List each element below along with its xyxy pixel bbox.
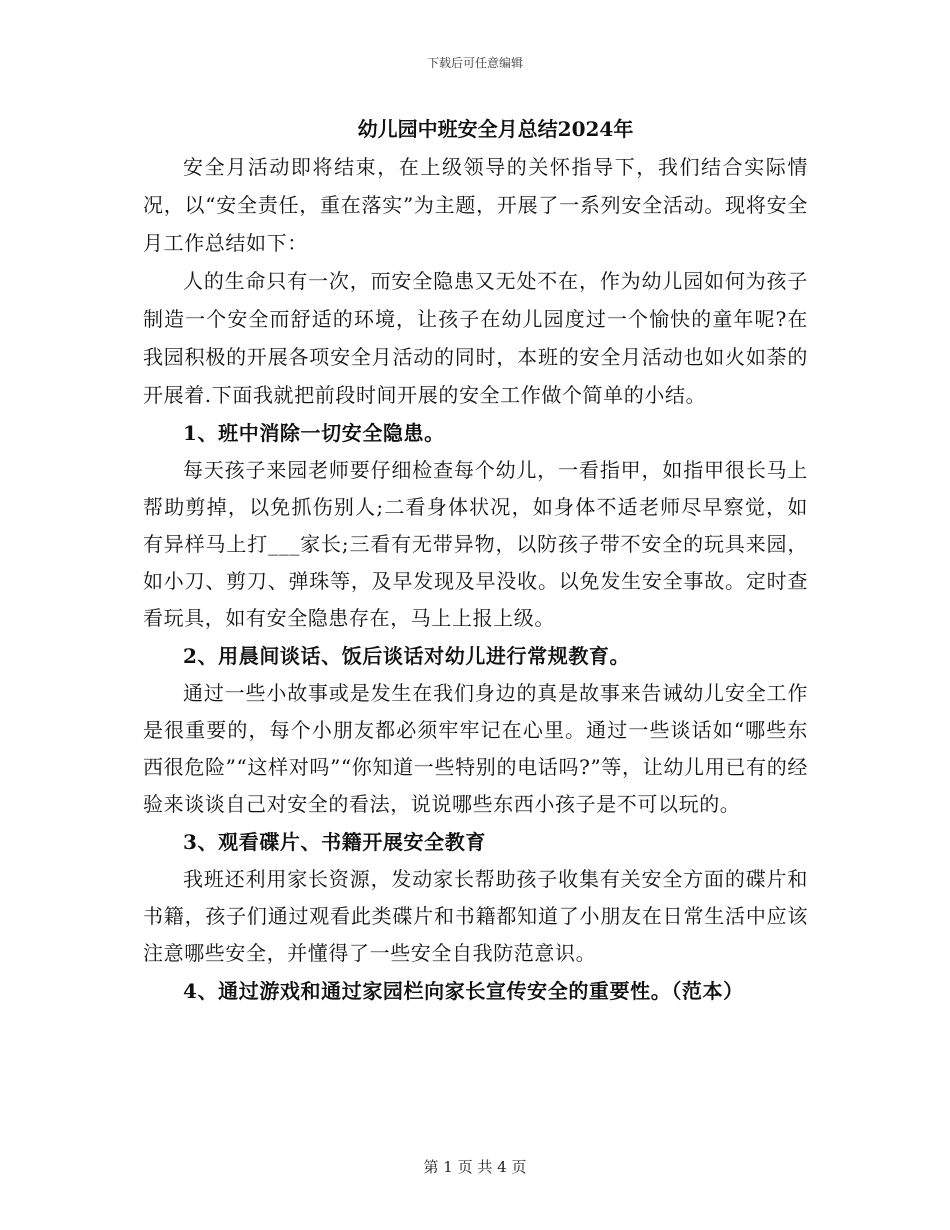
page-footer: 第 1 页 共 4 页: [423, 1158, 527, 1176]
header-note: 下载后可任意编辑: [426, 56, 523, 70]
section-paragraph-3: 我班还利用家长资源，发动家长帮助孩子收集有关安全方面的碟片和书籍，孩子们通过观看此类碟片和书籍都知道了小朋友在日常生活中应该注意哪些安全，并懂得了一些安全自我防范意识。: [143, 867, 808, 965]
section-paragraph-1: 每天孩子来园老师要仔细检查每个幼儿，一看指甲，如指甲很长马上帮助剪掉，以免抓伤别人;二看身体状况，如身体不适老师尽早察觉，如有异样马上打___家长;三看有无带异物，以防孩子带不安全的玩具来园，如小刀、剪刀、弹珠等，及早发现及早没收。以免发生安全事故。定时查看玩具，如有安全隐患存在，马上上报上级。: [143, 458, 808, 630]
section-heading-3: 3、观看碟片、书籍开展安全教育: [183, 830, 486, 854]
section-paragraph-2: 通过一些小故事或是发生在我们身边的真是故事来告诫幼儿安全工作是很重要的，每个小朋友都必须牢牢记在心里。通过一些谈话如“哪些东西很危险”“这样对吗”“你知道一些特别的电话吗?”等，让幼儿用已有的经验来谈谈自己对安全的看法，说说哪些东西小孩子是不可以玩的。: [143, 681, 808, 816]
section-heading-2: 2、用晨间谈话、饭后谈话对幼儿进行常规教育。: [183, 644, 631, 668]
intro-paragraph-1: 安全月活动即将结束，在上级领导的关怀指导下，我们结合实际情况，以“安全责任，重在落实”为主题，开展了一系列安全活动。现将安全月工作总结如下：: [143, 155, 808, 255]
section-heading-4: 4、通过游戏和通过家园栏向家长宣传安全的重要性。（范本）: [183, 979, 744, 1003]
intro-paragraph-2: 人的生命只有一次，而安全隐患又无处不在，作为幼儿园如何为孩子制造一个安全而舒适的环境，让孩子在幼儿园度过一个愉快的童年呢?在我园积极的开展各项安全月活动的同时，本班的安全月活动也如火如荼的开展着.下面我就把前段时间开展的安全工作做个简单的小结。: [143, 269, 808, 407]
document-title: 幼儿园中班安全月总结2024年: [357, 117, 634, 141]
document-body: [143, 112, 808, 1010]
section-heading-1: 1、班中消除一切安全隐患。: [183, 421, 445, 445]
